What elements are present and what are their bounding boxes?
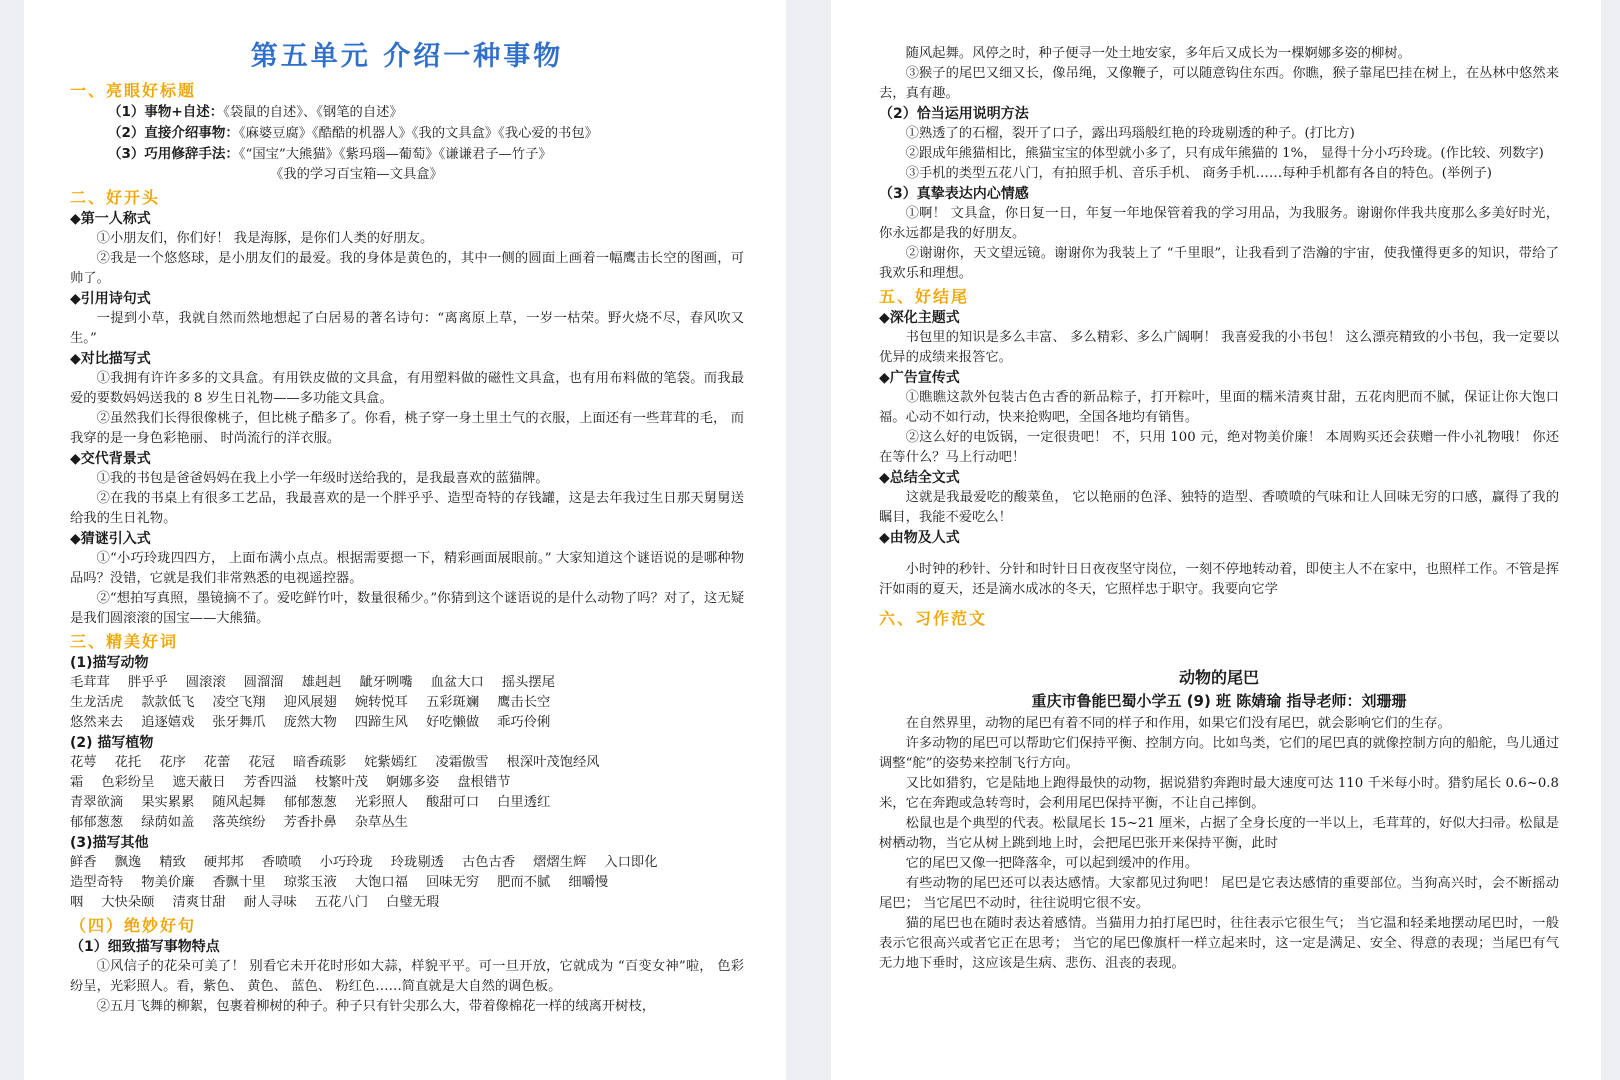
- subheading: ◆深化主题式: [879, 310, 960, 326]
- word: 鹰击长空: [497, 695, 551, 710]
- word: 落英缤纷: [212, 815, 266, 830]
- word: 白璧无瑕: [386, 895, 440, 910]
- left-page: [24, 0, 786, 1080]
- essay-paragraph: 许多动物的尾巴可以帮助它们保持平衡、控制方向。比如鸟类，它们的尾巴真的就像控制方向的船舵，鸟儿通过调整“舵”的姿势来控制飞行方向。: [879, 736, 1559, 771]
- right-page: [831, 0, 1601, 1080]
- word-row: [70, 853, 744, 873]
- title-example-text: 《“国宝”大熊猫》《紫玛瑙—葡萄》《谦谦君子—竹子》: [238, 147, 552, 162]
- word: 根深叶茂饱经风: [506, 755, 600, 770]
- word: 婀娜多姿: [386, 775, 440, 790]
- word: 古色古香: [461, 855, 516, 870]
- paragraph: ②我是一个悠悠球，是小朋友们的最爱。我的身体是黄色的，其中一侧的圆面上画着一幅鹰击长空的图画，可帅了。: [70, 251, 744, 286]
- word: 回味无穷: [425, 875, 480, 890]
- paragraph: ②虽然我们长得很像桃子，但比桃子酷多了。你看，桃子穿一身土里土气的衣服，上面还有一些茸茸的毛， 而我穿的是一身色彩艳丽、 时尚流行的洋衣服。: [70, 411, 744, 446]
- word: 霜: [70, 775, 84, 790]
- paragraph: ②在我的书桌上有很多工艺品，我最喜欢的是一个胖乎乎、造型奇特的存钱罐，这是去年我过生日那天舅舅送给我的生日礼物。: [70, 491, 744, 526]
- word: 五彩斑斓: [425, 695, 480, 710]
- paragraph: 小时钟的秒针、分针和时针日日夜夜坚守岗位，一刻不停地转动着，即使主人不在家中，也照样工作。不管是挥汗如雨的夏天，还是滴水成冰的冬天，它照样忠于职守。我要向它学: [879, 562, 1559, 597]
- word: 花萼: [70, 755, 97, 770]
- word: 花蕾: [203, 755, 231, 770]
- word: 物美价廉: [141, 875, 195, 890]
- word: 追逐嬉戏: [141, 715, 195, 730]
- word: 耐人寻味: [243, 895, 297, 910]
- section-heading-vocabulary: 三、精美好词: [70, 632, 179, 651]
- word: 胖乎乎: [127, 675, 168, 690]
- word: 凌空飞翔: [212, 695, 266, 710]
- essay-paragraph: 在自然界里，动物的尾巴有着不同的样子和作用，如果它们没有尾巴，就会影响它们的生存。: [905, 716, 1451, 731]
- title-example-label: （1）事物+自述：: [108, 104, 224, 120]
- title-example-label: （3）巧用修辞手法：: [108, 146, 239, 162]
- subheading: (1)描写动物: [70, 655, 149, 671]
- paragraph: ②这么好的电饭锅，一定很贵吧！ 不，只用 100 元，绝对物美价廉！ 本周购买还会获赠一件小礼物哦！ 你还在等什么？马上行动吧！: [879, 430, 1559, 465]
- subheading: (3)描写其他: [70, 835, 149, 851]
- paragraph: ③手机的类型五花八门，有拍照手机、音乐手机、 商务手机……每种手机都有各自的特色。(举例子): [905, 166, 1492, 181]
- subheading: ◆由物及人式: [879, 530, 960, 546]
- subheading: ◆对比描写式: [70, 351, 151, 367]
- word: 婉转悦耳: [354, 695, 408, 710]
- essay-paragraph: 有些动物的尾巴还可以表达感情。大家都见过狗吧！ 尾巴是它表达感情的重要部位。当狗高兴时，会不断摇动尾巴； 当它尾巴不动时，往往说明它很不安。: [879, 876, 1559, 911]
- paragraph: 这就是我最爱吃的酸菜鱼， 它以艳丽的色泽、独特的造型、香喷喷的气味和让人回味无穷的口感，赢得了我的瞩目，我能不爱吃么！: [879, 490, 1559, 525]
- word: 玲珑剔透: [390, 855, 444, 870]
- word-row: [70, 893, 744, 913]
- word: 雄赳赳: [301, 675, 342, 690]
- word: 花序: [159, 755, 186, 770]
- word: 入口即化: [604, 855, 658, 870]
- word: 青翠欲滴: [70, 795, 124, 810]
- section-heading-endings: 五、好结尾: [879, 287, 970, 306]
- word: 摇头摆尾: [501, 675, 556, 690]
- word: 庞然大物: [283, 715, 337, 730]
- word: 大快朵颐: [101, 895, 155, 910]
- word: 绿荫如盖: [141, 815, 195, 830]
- subheading: ◆第一人称式: [70, 211, 151, 227]
- subheading: （2）恰当运用说明方法: [879, 106, 1029, 122]
- paragraph: ①风信子的花朵可美了！ 别看它未开花时形如大蒜，样貌平平。可一旦开放，它就成为 “百变女神”啦， 色彩纷呈，光彩照人。看，紫色、 黄色、 蓝色、 粉红色……简直就是大自然的调色板。: [70, 959, 744, 994]
- word-row: [70, 693, 744, 713]
- paragraph: 一提到小草，我就自然而然地想起了白居易的著名诗句：“离离原上草，一岁一枯荣。野火烧不尽，春风吹又生。”: [70, 311, 744, 346]
- word: 悠然来去: [70, 715, 124, 730]
- paragraph: ①我的书包是爸爸妈妈在我上小学一年级时送给我的，是我最喜欢的蓝猫牌。: [96, 471, 549, 486]
- paragraph: ③猴子的尾巴又细又长，像吊绳，又像鞭子，可以随意钩住东西。你瞧，猴子靠尾巴挂在树上，在丛林中悠然来去，真有趣。: [879, 66, 1559, 101]
- subheading: （1）细致描写事物特点: [70, 939, 220, 955]
- paragraph: ①我拥有许许多多的文具盒。有用铁皮做的文具盒，有用塑料做的磁性文具盒，也有用布料做的笔袋。而我最爱的要数妈妈送我的 8 岁生日礼物——多功能文具盒。: [70, 371, 744, 406]
- word: 精致: [159, 855, 186, 870]
- title-example-text: 《袋鼠的自述》、《钢笔的自述》: [223, 105, 403, 120]
- paragraph: ①熟透了的石榴，裂开了口子，露出玛瑙般红艳的玲珑剔透的种子。(打比方): [905, 126, 1355, 141]
- word-row: [70, 673, 744, 693]
- word: 大饱口福: [354, 875, 408, 890]
- subheading: ◆总结全文式: [879, 470, 960, 486]
- word: 四蹄生风: [354, 715, 408, 730]
- essay-title: 动物的尾巴: [1178, 668, 1259, 687]
- title-example-text: 《麻婆豆腐》《酷酷的机器人》《我的文具盒》《我心爱的书包》: [238, 126, 598, 141]
- subheading: ◆广告宣传式: [879, 370, 960, 386]
- word: 造型奇特: [70, 875, 124, 890]
- subheading: (2) 描写植物: [70, 735, 154, 751]
- title-example-continued: 《我的学习百宝箱—文具盒》: [270, 167, 443, 182]
- word: 花托: [114, 755, 142, 770]
- paragraph: ①小朋友们，你们好！ 我是海豚，是你们人类的好朋友。: [96, 231, 434, 246]
- word-row: [70, 873, 744, 893]
- paragraph: 书包里的知识是多么丰富、 多么精彩、多么广阔啊！ 我喜爱我的小书包！ 这么漂亮精致的小书包，我一定要以优异的成绩来报答它。: [879, 330, 1559, 365]
- paragraph: ①啊！ 文具盒，你日复一日，年复一年地保管着我的学习用品，为我服务。谢谢你伴我共度那么多美好时光，你永远都是我的好朋友。: [879, 206, 1559, 241]
- word: 琼浆玉液: [283, 875, 337, 890]
- title-example: [70, 144, 744, 165]
- subheading: ◆交代背景式: [70, 451, 151, 467]
- word: 光彩照人: [354, 795, 408, 810]
- section-heading-titles: 一、亮眼好标题: [70, 81, 197, 100]
- word: 枝繁叶茂: [314, 775, 369, 790]
- word: 圆滚滚: [185, 675, 226, 690]
- word: 硬邦邦: [203, 855, 244, 870]
- word: 盘根错节: [457, 775, 511, 790]
- word: 毛茸茸: [70, 675, 110, 690]
- word: 凌霜傲雪: [435, 755, 489, 770]
- word: 圆溜溜: [243, 675, 284, 690]
- word: 生龙活虎: [70, 695, 124, 710]
- word-row: [70, 773, 744, 793]
- paragraph: ②五月飞舞的柳絮，包裹着柳树的种子。种子只有针尖那么大，带着像棉花一样的绒离开树枝，: [96, 999, 656, 1014]
- subheading: ◆引用诗句式: [70, 291, 151, 307]
- essay-paragraph: 猫的尾巴也在随时表达着感情。当猫用力拍打尾巴时，往往表示它很生气； 当它温和轻柔地摆动尾巴时，一般表示它很高兴或者它正在思考； 当它的尾巴像旗杆一样立起来时，这一定是满足、安全、得意的表现；当尾巴有气无力地下垂时，这应该是生病、悲伤、沮丧的表现。: [879, 916, 1559, 971]
- title-example-label: （2）直接介绍事物：: [108, 125, 239, 141]
- word: 遮天蔽日: [172, 775, 226, 790]
- word: 随风起舞: [212, 795, 266, 810]
- word-row: [70, 713, 744, 733]
- word: 张牙舞爪: [212, 715, 266, 730]
- word: 迎风展翅: [283, 695, 337, 710]
- word-row: [70, 813, 744, 833]
- word: 清爽甘甜: [172, 895, 226, 910]
- subheading: ◆猜谜引入式: [70, 531, 151, 547]
- word: 杂草丛生: [354, 815, 408, 830]
- word: 姹紫嫣红: [364, 755, 418, 770]
- paragraph: 随风起舞。风停之时，种子便寻一处土地安家，多年后又成长为一棵婀娜多姿的柳树。: [905, 46, 1411, 61]
- paragraph: ②谢谢你，天文望远镜。谢谢你为我装上了 “千里眼”，让我看到了浩瀚的宇宙，使我懂得更多的知识，带给了我欢乐和理想。: [879, 246, 1559, 281]
- word: 咽: [70, 895, 84, 910]
- word: 白里透红: [497, 795, 551, 810]
- word: 小巧玲珑: [319, 855, 373, 870]
- word: 熠熠生辉: [533, 855, 587, 870]
- section-heading-sentences: （四）绝妙好句: [70, 916, 197, 935]
- word: 五花八门: [314, 895, 369, 910]
- word: 果实累累: [141, 795, 195, 810]
- word: 芳香四溢: [243, 775, 297, 790]
- word: 款款低飞: [141, 695, 195, 710]
- section-heading-sample-essay: 六、习作范文: [879, 609, 988, 628]
- page-title: 第五单元 介绍一种事物: [250, 41, 564, 72]
- word: 芳香扑鼻: [283, 815, 337, 830]
- word: 香喷喷: [261, 855, 302, 870]
- word: 香飘十里: [212, 875, 266, 890]
- word: 细嚼慢: [568, 875, 609, 890]
- word: 郁郁葱葱: [70, 815, 124, 830]
- essay-paragraph: 它的尾巴又像一把降落伞，可以起到缓冲的作用。: [905, 856, 1199, 871]
- essay-paragraph: 又比如猎豹，它是陆地上跑得最快的动物，据说猎豹奔跑时最大速度可达 110 千米每小时。猎豹尾长 0.6~0.8 米，它在奔跑或急转弯时，会利用尾巴保持平衡，不让自己摔倒。: [879, 776, 1559, 811]
- title-example: [70, 123, 744, 144]
- word: 鲜香: [70, 855, 97, 870]
- paragraph: ②跟成年熊猫相比，熊猫宝宝的体型就小多了，只有成年熊猫的 1%， 显得十分小巧玲珑。(作比较、列数字): [905, 146, 1544, 161]
- paragraph: ①“小巧玲珑四四方， 上面布满小点点。根据需要摁一下，精彩画面展眼前。” 大家知道这个谜语说的是哪种物品吗？没错，它就是我们非常熟悉的电视遥控器。: [70, 551, 744, 586]
- word-row: [70, 753, 744, 773]
- essay-paragraph: 松鼠也是个典型的代表。松鼠尾长 15~21 厘米，占据了全身长度的一半以上，毛茸茸的，好似大扫帚。松鼠是树栖动物，当它从树上跳到地上时，会把尾巴张开来保持平衡，此时: [879, 816, 1559, 851]
- title-example: [70, 102, 744, 123]
- word: 血盆大口: [430, 675, 484, 690]
- word: 飘逸: [114, 855, 142, 870]
- word: 暗香疏影: [292, 755, 347, 770]
- word: 肥而不腻: [497, 875, 551, 890]
- word: 龇牙咧嘴: [359, 675, 413, 690]
- essay-byline: 重庆市鲁能巴蜀小学五 (9) 班 陈婧瑜 指导老师：刘珊珊: [1031, 692, 1407, 710]
- paragraph: ②“想拍写真照，墨镜摘不了。爱吃鲜竹叶，数量很稀少。”你猜到这个谜语说的是什么动物了吗？对了，这无疑是我们圆滚滚的国宝——大熊猫。: [70, 591, 744, 626]
- word: 色彩纷呈: [101, 775, 155, 790]
- paragraph: ①瞧瞧这款外包装古色古香的新品粽子，打开粽叶，里面的糯米清爽甘甜，五花肉肥而不腻，保证让你大饱口福。心动不如行动，快来抢购吧，全国各地均有销售。: [879, 390, 1559, 425]
- section-heading-openings: 二、好开头: [70, 188, 161, 207]
- word: 郁郁葱葱: [283, 795, 337, 810]
- word: 酸甜可口: [425, 795, 480, 810]
- word: 好吃懒做: [425, 715, 480, 730]
- word-row: [70, 793, 744, 813]
- word: 花冠: [248, 755, 275, 770]
- subheading: （3）真挚表达内心情感: [879, 186, 1029, 202]
- word: 乖巧伶俐: [497, 715, 551, 730]
